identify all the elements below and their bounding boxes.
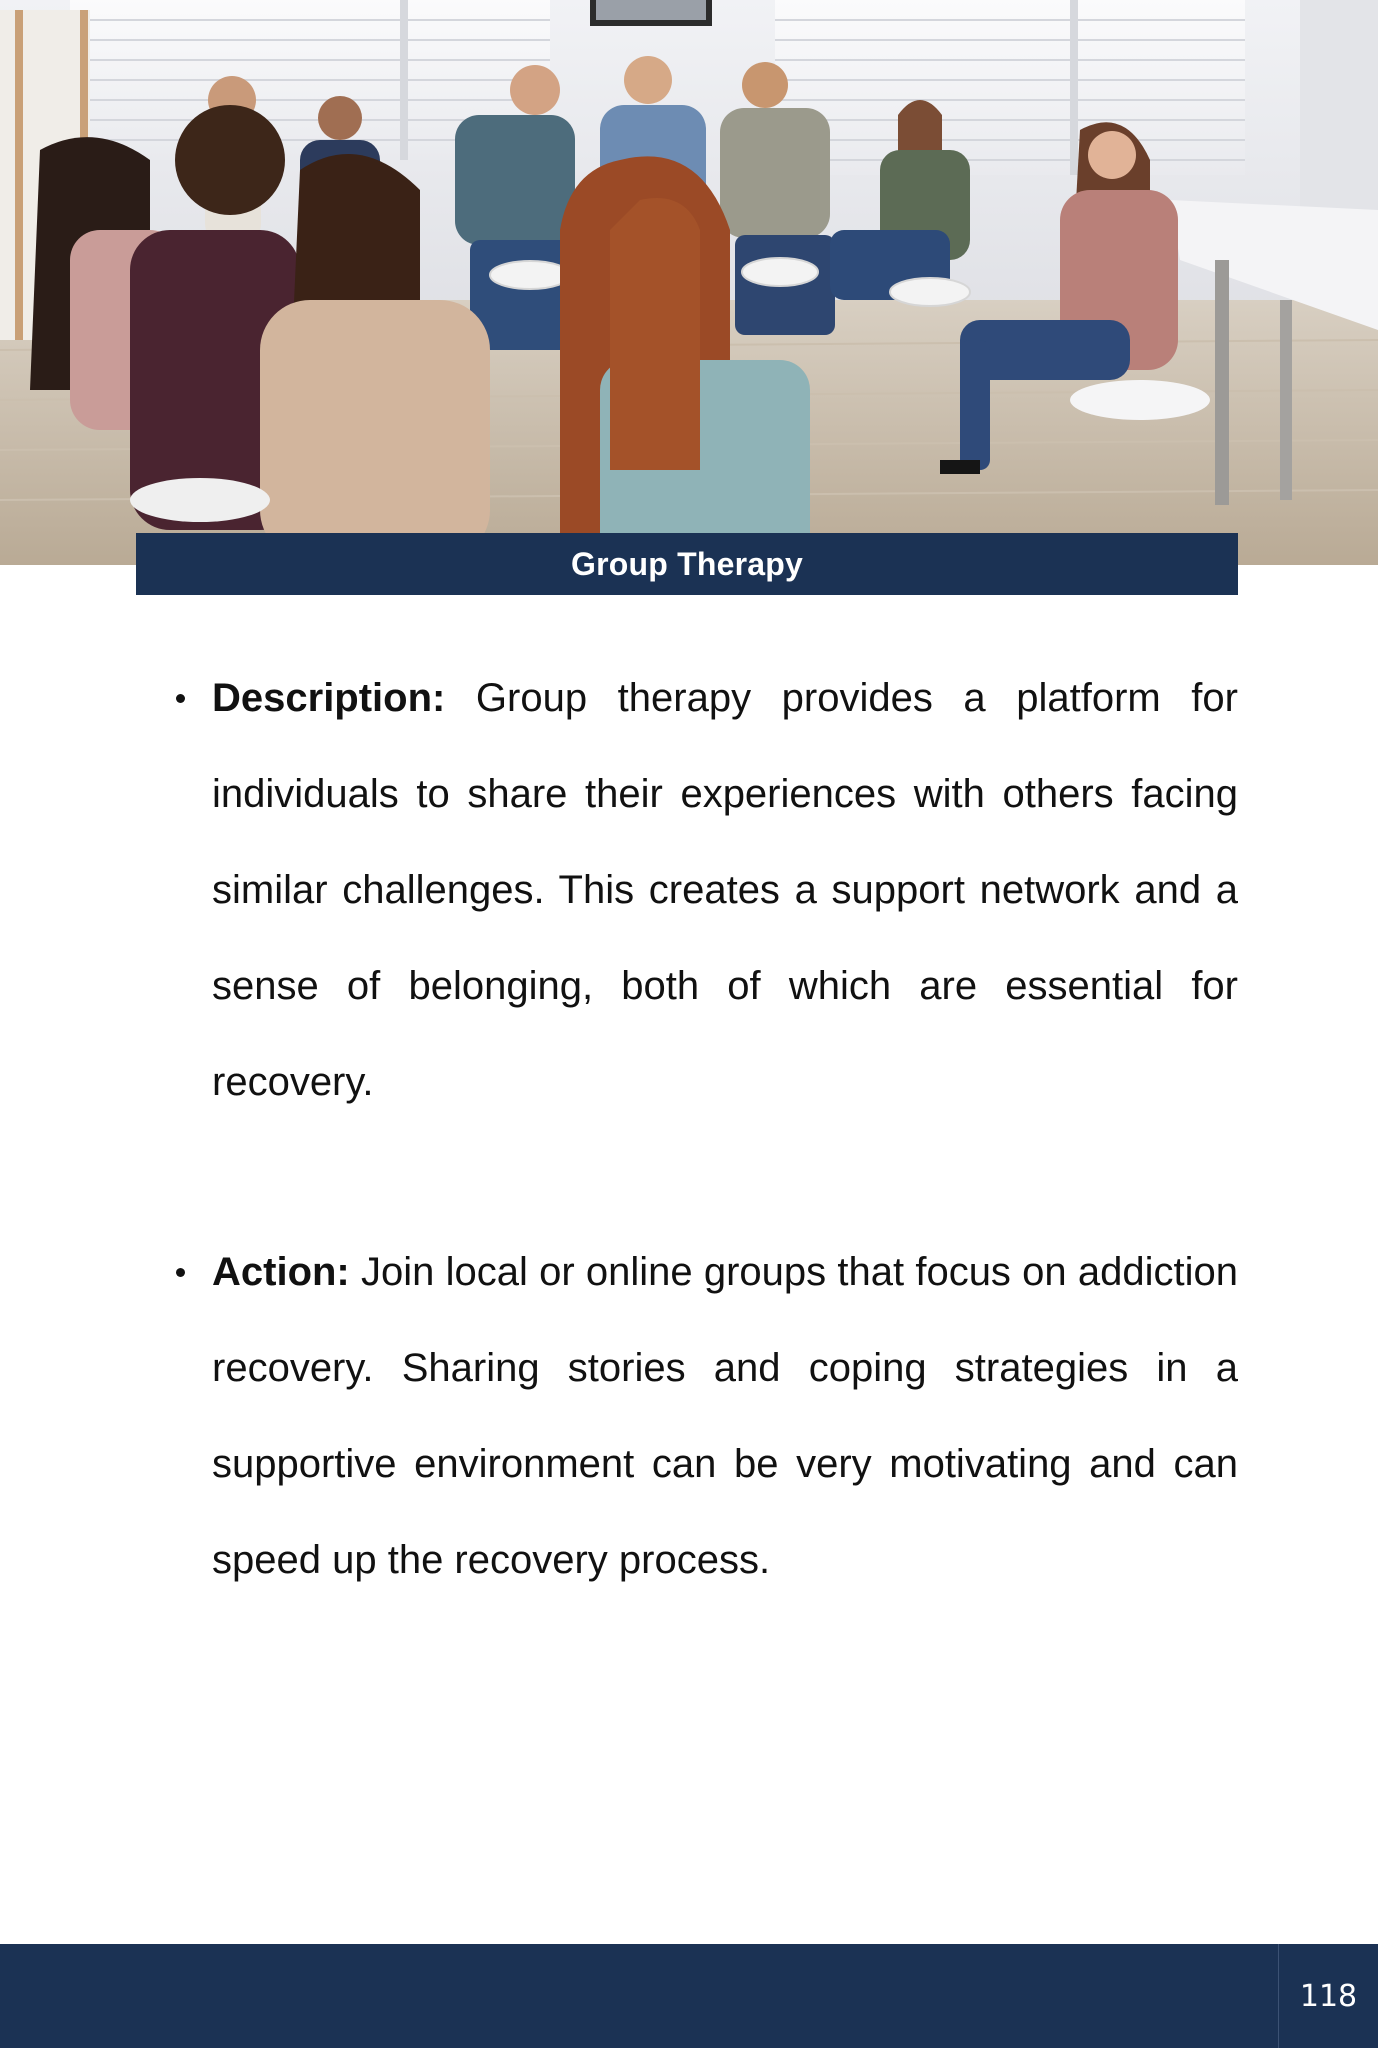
bullet-text: Join local or online groups that focus on addiction recovery. Sharing stories and coping strategies in a supportive environment can be very motivating and can speed up the recovery process.	[212, 1250, 1238, 1582]
bullet-action	[212, 1224, 1238, 1608]
group-therapy-photo	[0, 0, 1378, 565]
bullet-text: Group therapy provides a platform for individuals to share their experiences with others facing similar challenges. This creates a support network and a sense of belonging, both of which are essential for recovery.	[212, 676, 1238, 1104]
photo-caption: Group Therapy	[571, 545, 803, 582]
content-section	[0, 650, 1378, 1608]
page-footer	[0, 1944, 1378, 2048]
bullet-label: Description:	[212, 676, 446, 720]
bullet-description	[212, 650, 1238, 1130]
bullet-label: Action:	[212, 1250, 350, 1294]
page-number: 118	[1299, 1978, 1358, 2014]
photo-caption-bar	[136, 533, 1238, 595]
bullet-dot-icon	[176, 1268, 185, 1277]
bullet-dot-icon	[176, 694, 185, 703]
